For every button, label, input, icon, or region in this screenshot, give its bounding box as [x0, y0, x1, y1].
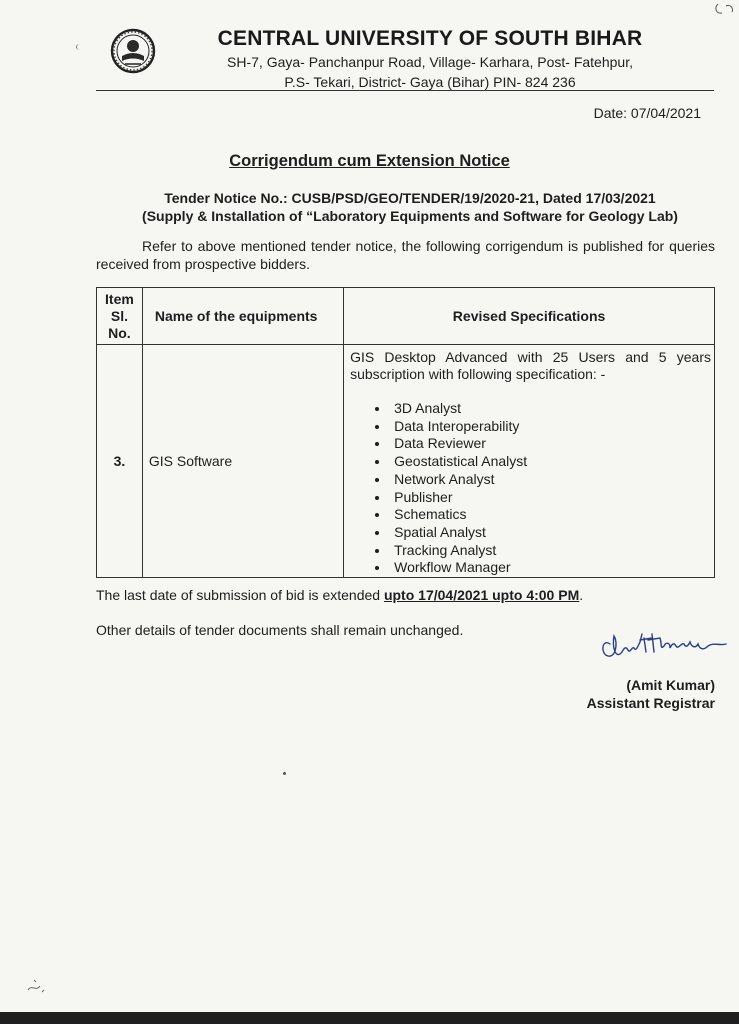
- intro-paragraph: Refer to above mentioned tender notice, the following corrigendum is published for queries received from prospective bidders.: [96, 238, 715, 272]
- header-item-no: [97, 288, 143, 345]
- list-item: • Spatial Analyst: [390, 524, 711, 542]
- specification-table: [96, 287, 715, 578]
- header-revised-spec: Revised Specifications: [344, 288, 715, 345]
- signatory-block: [587, 676, 715, 712]
- list-item: • 3D Analyst: [390, 400, 711, 418]
- list-item: • Data Interoperability: [390, 418, 711, 436]
- scan-speck: [283, 772, 286, 775]
- spec-description: GIS Desktop Advanced with 25 Users and 5 years subscription with following specification: -: [350, 349, 711, 382]
- header-item-line: No.: [108, 324, 131, 341]
- equipment-name: GIS Software: [142, 345, 343, 578]
- address-line-1: SH-7, Gaya- Panchanpur Road, Village- Karhara, Post- Fatehpur,: [227, 54, 633, 70]
- header-divider: [96, 90, 714, 91]
- tender-notice-number: Tender Notice No.: CUSB/PSD/GEO/TENDER/19/2020-21, Dated 17/03/2021: [164, 190, 656, 206]
- feature-list: [350, 400, 711, 577]
- revised-spec-cell: [344, 345, 715, 578]
- scan-border: [0, 1012, 739, 1024]
- table-header-row: [97, 288, 715, 345]
- other-details-statement: Other details of tender documents shall remain unchanged.: [96, 622, 464, 638]
- notice-date: Date: 07/04/2021: [593, 105, 701, 121]
- last-date-statement: [96, 587, 583, 603]
- university-name: CENTRAL UNIVERSITY OF SOUTH BIHAR: [217, 27, 643, 50]
- notice-title: Corrigendum cum Extension Notice: [229, 152, 510, 170]
- header-item-line: Sl.: [110, 307, 128, 324]
- university-seal-icon: [110, 28, 156, 74]
- list-item: • Tracking Analyst: [390, 542, 711, 560]
- signatory-designation: Assistant Registrar: [586, 695, 715, 711]
- list-item: • Schematics: [390, 506, 711, 524]
- item-number: 3.: [97, 345, 143, 578]
- last-date-emphasis: upto 17/04/2021 upto 4:00 PM: [383, 587, 580, 603]
- last-date-prefix: The last date of submission of bid is extended: [96, 587, 384, 603]
- list-item: • Data Reviewer: [390, 435, 711, 453]
- list-item: • Network Analyst: [390, 471, 711, 489]
- list-item: • Workflow Manager: [390, 559, 711, 577]
- letterhead: [160, 27, 700, 91]
- header-equipment-name: Name of the equipments: [142, 288, 343, 345]
- signatory-name: (Amit Kumar): [626, 677, 715, 693]
- tender-subject: (Supply & Installation of “Laboratory Equipments and Software for Geology Lab): [142, 208, 678, 224]
- pen-mark-icon: [22, 976, 50, 998]
- last-date-suffix: .: [579, 587, 584, 603]
- table-row: [97, 345, 715, 578]
- scan-speck: [76, 44, 83, 50]
- header-item-line: Item: [105, 290, 134, 307]
- pen-mark-icon: [710, 0, 739, 20]
- handwritten-signature-icon: [596, 624, 739, 670]
- address-line-2: P.S- Tekari, District- Gaya (Bihar) PIN- 824 236: [284, 74, 576, 90]
- list-item: • Publisher: [390, 489, 711, 507]
- list-item: • Geostatistical Analyst: [390, 453, 711, 471]
- tender-reference: [80, 189, 739, 225]
